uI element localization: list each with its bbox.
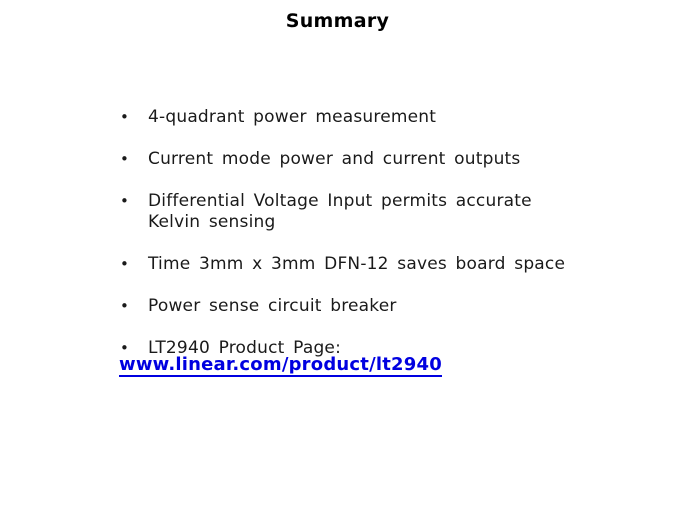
bullet-text: LT2940 Product Page: bbox=[148, 338, 342, 358]
bullet-list bbox=[119, 107, 601, 377]
page-title: Summary bbox=[285, 10, 390, 32]
bullet-icon: • bbox=[120, 255, 129, 273]
list-item bbox=[119, 296, 601, 317]
list-item bbox=[119, 338, 601, 377]
bullet-icon: • bbox=[120, 108, 129, 126]
bullet-text: Current mode power and current outputs bbox=[148, 149, 521, 169]
bullet-icon: • bbox=[120, 192, 129, 210]
product-page-link[interactable]: www.linear.com/product/lt2940 bbox=[119, 354, 442, 375]
bullet-text: Kelvin sensing bbox=[148, 212, 276, 232]
bullet-icon: • bbox=[120, 150, 129, 168]
bullet-icon: • bbox=[120, 339, 129, 357]
list-item bbox=[119, 149, 601, 170]
bullet-text: Power sense circuit breaker bbox=[148, 296, 397, 316]
bullet-icon: • bbox=[120, 297, 129, 315]
bullet-text: Time 3mm x 3mm DFN-12 saves board space bbox=[148, 254, 566, 274]
list-item bbox=[119, 254, 601, 275]
list-item bbox=[119, 107, 601, 128]
bullet-text: Differential Voltage Input permits accurate bbox=[148, 191, 532, 211]
bullet-text: 4-quadrant power measurement bbox=[148, 107, 437, 127]
list-item bbox=[119, 191, 601, 233]
